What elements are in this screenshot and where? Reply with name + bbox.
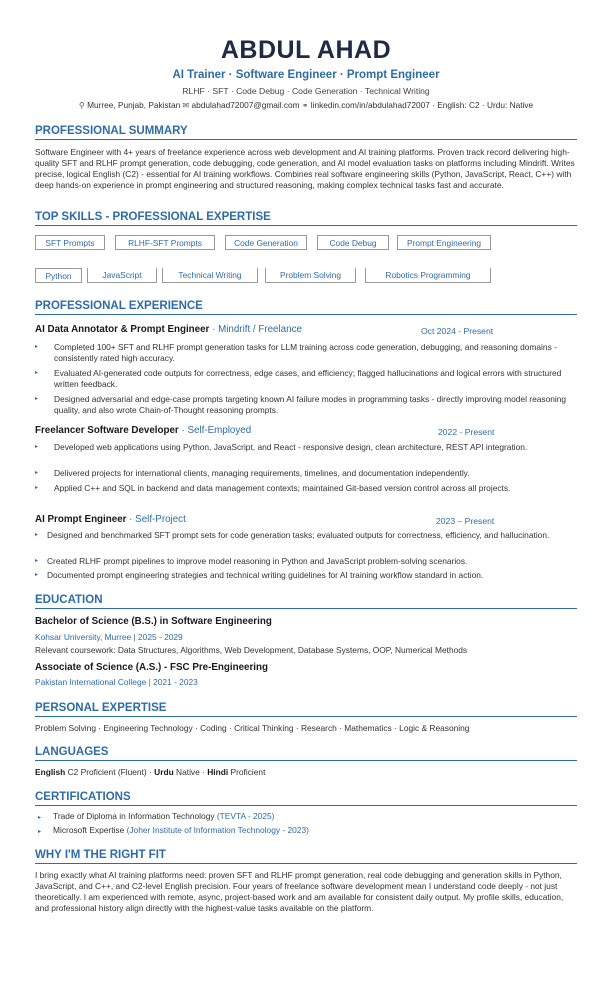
skill-chip: Code Generation xyxy=(225,235,307,250)
skill-chip: Python xyxy=(35,268,82,283)
personal-title: PERSONAL EXPERTISE xyxy=(35,702,577,717)
location: Murree, Punjab, Pakistan xyxy=(87,100,181,110)
bullet-text: Applied C++ and SQL in backend and data management contexts; maintained Git-based version control across all projects. xyxy=(54,483,511,493)
bullet-icon: ▸ xyxy=(35,344,39,350)
bullet-text: Developed web applications using Python, JavaScript, and React - responsive design, clean architecture, REST API integration. xyxy=(54,442,528,452)
job-bullet xyxy=(35,442,571,453)
bullet-text: Created RLHF prompt pipelines to improve model reasoning in Python and JavaScript problem-solving scenarios. xyxy=(47,556,468,566)
bullet-icon: ▸ xyxy=(35,396,39,402)
cert-issuer: (TEVTA - 2025) xyxy=(216,811,275,821)
email-icon: ✉ xyxy=(182,101,192,110)
job-bullet xyxy=(35,556,571,567)
skill-chip: Code Debug xyxy=(317,235,389,250)
bullet-icon: ▸ xyxy=(35,470,39,476)
job-date: Oct 2024 - Present xyxy=(421,326,494,336)
language-name: Hindi xyxy=(207,767,229,777)
language-name: English xyxy=(35,767,66,777)
bullet-icon: ▸ xyxy=(35,370,39,376)
school-line: Kohsar University, Murree | 2025 - 2029 xyxy=(35,632,183,642)
fit-text: I bring exactly what AI training platforms need: proven SFT and RLHF prompt generation, real code debugging and generation skills in Python, JavaScript, and C++, and C2-level English precision. Four years of freelance software development mean I understand code deeply - not just theoretically. I am experienced with remote, async, project-based work and am available for consistent daily output. My profile skills, education, and professional history align directly with the highest-value tasks available on the platform. xyxy=(35,870,564,913)
cert-name: Trade of Diploma in Information Technology xyxy=(53,811,217,821)
job-role: Freelancer Software Developer xyxy=(35,425,179,436)
cert-name: Microsoft Expertise xyxy=(53,825,127,835)
job-bullet xyxy=(35,342,571,364)
contact-line xyxy=(35,100,577,110)
job-role: AI Data Annotator & Prompt Engineer xyxy=(35,324,210,335)
language-level: C2 Proficient (Fluent) · xyxy=(65,767,155,777)
job-bullet xyxy=(35,394,571,416)
location-pin-icon: ⚲ xyxy=(78,101,85,110)
language-name: Urdu xyxy=(154,767,174,777)
job-org: · Mindrift / Freelance xyxy=(209,324,302,335)
linkedin-link[interactable]: linkedin.com/in/abdulahad72007 xyxy=(310,100,430,110)
summary-title: PROFESSIONAL SUMMARY xyxy=(35,125,577,140)
job-bullet xyxy=(35,570,571,581)
job-date: 2023 – Present xyxy=(436,516,495,526)
bullet-text: Documented prompt engineering strategies and technical writing guidelines for AI training workflow standard in action. xyxy=(47,570,484,580)
bullet-text: Designed adversarial and edge-case prompts targeting known AI failure modes in programming tasks - directly improving model reasoning quality, and also wrote Chain-of-Thought reasoning prompts. xyxy=(54,394,567,415)
language-level: Proficient xyxy=(228,767,266,777)
bullet-text: Evaluated AI-generated code outputs for correctness, edge cases, and efficiency; flagged hallucinations and logical errors with structured written feedback. xyxy=(54,368,562,389)
fit-title: WHY I'M THE RIGHT FIT xyxy=(35,849,577,864)
job-bullet xyxy=(35,468,571,479)
degree-title: Bachelor of Science (B.S.) in Software Engineering xyxy=(35,616,272,627)
job-org: · Self-Project xyxy=(126,514,186,525)
headline: AI Trainer · Software Engineer · Prompt Engineer xyxy=(172,69,440,81)
certifications-title: CERTIFICATIONS xyxy=(35,791,577,806)
education-title: EDUCATION xyxy=(35,594,577,609)
job-date: 2022 - Present xyxy=(438,427,495,437)
keywords-line: RLHF · SFT · Code Debug · Code Generation · Technical Writing xyxy=(182,86,430,96)
bullet-icon: ▸ xyxy=(35,572,39,578)
bullet-text: Delivered projects for international clients, managing requirements, timelines, and documentation independently. xyxy=(54,468,470,478)
job-title xyxy=(35,425,251,436)
personal-text: Problem Solving · Engineering Technology · Coding · Critical Thinking · Research · Mathematics · Logic & Reasoning xyxy=(35,723,470,733)
bullet-icon: ▸ xyxy=(38,815,42,821)
bullet-icon: ▸ xyxy=(38,829,42,835)
degree-title: Associate of Science (A.S.) - FSC Pre-Engineering xyxy=(35,662,269,673)
skill-chip: Technical Writing xyxy=(162,268,258,283)
skill-chip: SFT Prompts xyxy=(35,235,105,250)
cert-issuer: (Joher Institute of Information Technology - 2023) xyxy=(126,825,309,835)
skill-chip: JavaScript xyxy=(87,268,157,283)
job-org: · Self-Employed xyxy=(178,425,252,436)
job-title xyxy=(35,514,186,525)
job-bullet xyxy=(35,368,571,390)
languages-title: LANGUAGES xyxy=(35,746,577,761)
bullet-text: Designed and benchmarked SFT prompt sets for code generation tasks; evaluated outputs for correctness, efficiency, and hallucination. xyxy=(47,530,550,540)
languages-line xyxy=(35,767,265,777)
certification-item xyxy=(35,825,309,835)
job-role: AI Prompt Engineer xyxy=(35,514,127,525)
skill-chip: Problem Solving xyxy=(265,268,356,283)
certification-item xyxy=(35,811,274,821)
skill-chip: Prompt Engineering xyxy=(397,235,491,250)
job-bullet xyxy=(35,530,571,541)
email-link[interactable]: abdulahad72007@gmail.com xyxy=(191,100,300,110)
experience-title: PROFESSIONAL EXPERIENCE xyxy=(35,300,577,315)
coursework-line: Relevant coursework: Data Structures, Algorithms, Web Development, Database Systems, OOP, Numerical Methods xyxy=(35,645,468,655)
job-title xyxy=(35,324,302,335)
skill-chip: Robotics Programming xyxy=(365,268,491,283)
bullet-icon: ▸ xyxy=(35,558,39,564)
summary-text: Software Engineer with 4+ years of freelance experience across web development and AI training platforms. Proven track record delivering high-quality SFT and RLHF prompt generation, code debugging, code generation, and AI model evaluation tasks on platforms including Mindrift. Writes precise, logical English (C2) - essential for AI training workflows. Combines real software engineering skills (Python, JavaScript, React, C++) with deep hands-on experience in prompt engineering and structured reasoning, making complex technical tasks fast and accurate. xyxy=(35,147,575,190)
skills-title: TOP SKILLS - PROFESSIONAL EXPERTISE xyxy=(35,211,577,226)
link-icon: ⚭ xyxy=(301,101,311,110)
languages-short: · English: C2 · Urdu: Native xyxy=(432,100,534,110)
skill-chip: RLHF-SFT Prompts xyxy=(115,235,215,250)
language-level: Native · xyxy=(173,767,208,777)
bullet-icon: ▸ xyxy=(35,485,39,491)
bullet-icon: ▸ xyxy=(35,532,39,538)
school-line: Pakistan International College | 2021 - 2023 xyxy=(35,677,198,687)
job-bullet xyxy=(35,483,571,494)
candidate-name: ABDUL AHAD xyxy=(220,36,392,64)
bullet-text: Completed 100+ SFT and RLHF prompt generation tasks for LLM training across code generation, debugging, and reasoning domains - consistently rated high accuracy. xyxy=(54,342,557,363)
bullet-icon: ▸ xyxy=(35,444,39,450)
